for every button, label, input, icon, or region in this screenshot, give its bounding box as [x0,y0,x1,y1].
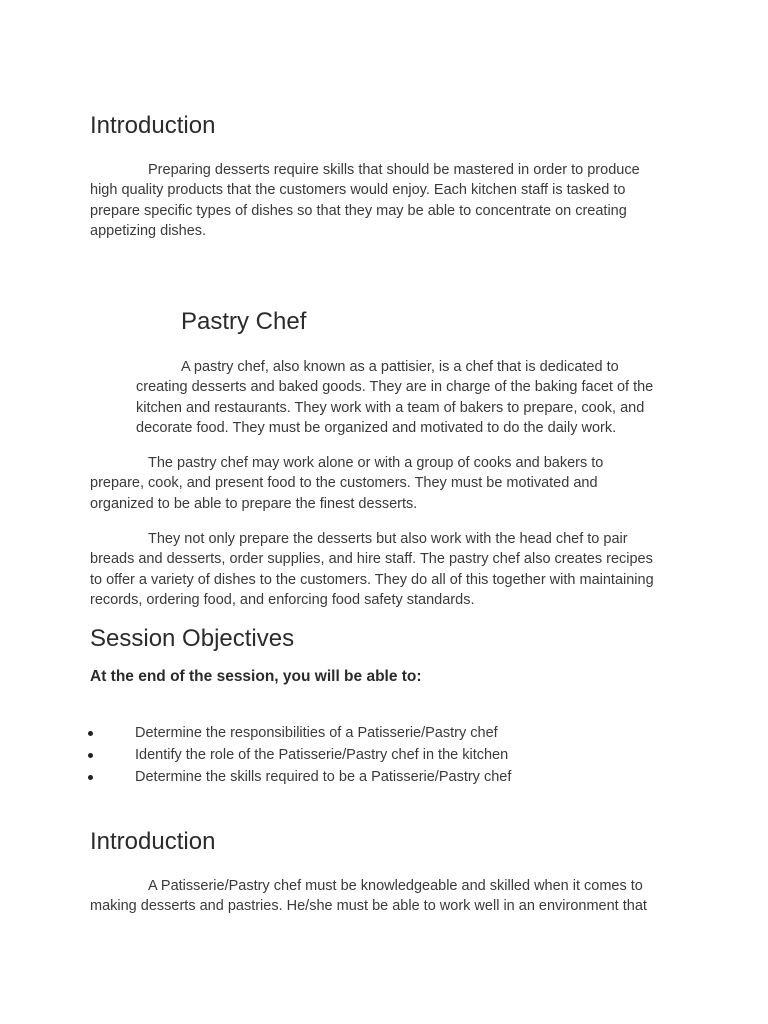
paragraph-line: high quality products that the customers would enjoy. Each kitchen staff is tasked to [90,182,626,199]
list-item-text: Identify the role of the Patisserie/Pastry chef in the kitchen [135,747,509,763]
intro-2-paragraph [90,876,647,917]
bullet-icon [88,753,93,758]
list-item [0,766,768,788]
paragraph-line: appetizing dishes. [90,222,207,239]
paragraph-line: A pastry chef, also known as a pattisier, is a chef that is dedicated to [181,359,619,375]
paragraph-line: They not only prepare the desserts but also work with the head chef to pair [148,531,628,547]
list-item [0,744,768,766]
paragraph-line: A Patisserie/Pastry chef must be knowledgeable and skilled when it comes to [148,878,643,894]
pastry-chef-paragraph-2 [90,453,603,514]
paragraph-line: prepare specific types of dishes so that they may be able to concentrate on creating [90,202,627,219]
paragraph-line: making desserts and pastries. He/she must be able to work well in an environment that [90,898,647,915]
section-heading-introduction-2: Introduction [90,828,216,855]
section-heading-session-objectives: Session Objectives [90,625,295,652]
paragraph-line: organized to be able to prepare the finest desserts. [90,495,418,512]
bullet-icon [88,731,93,736]
paragraph-line: kitchen and restaurants. They work with a team of bakers to prepare, cook, and [136,399,645,416]
objectives-lead: At the end of the session, you will be able to: [90,668,422,685]
paragraph-line: Preparing desserts require skills that should be mastered in order to produce [148,162,640,178]
paragraph-line: prepare, cook, and present food to the customers. They must be motivated and [90,475,598,492]
paragraph-line: decorate food. They must be organized and motivated to do the daily work. [136,419,617,436]
paragraph-line: The pastry chef may work alone or with a group of cooks and bakers to [148,455,604,471]
paragraph-line: records, ordering food, and enforcing food safety standards. [90,591,475,608]
paragraph-line: to offer a variety of dishes to the customers. They do all of this together with maintaining [90,571,654,588]
section-heading-introduction: Introduction [90,112,216,139]
pastry-chef-paragraph-1 [136,357,653,438]
list-item-text: Determine the skills required to be a Patisserie/Pastry chef [135,769,512,785]
section-heading-pastry-chef: Pastry Chef [181,308,307,335]
intro-paragraph [90,160,640,241]
paragraph-line: creating desserts and baked goods. They are in charge of the baking facet of the [136,379,654,396]
list-item [0,722,768,744]
paragraph-line: breads and desserts, order supplies, and hire staff. The pastry chef also creates recipes [90,551,653,568]
objectives-list [0,722,768,788]
pastry-chef-paragraph-3 [90,529,654,610]
bullet-icon [88,775,93,780]
list-item-text: Determine the responsibilities of a Patisserie/Pastry chef [135,725,498,741]
